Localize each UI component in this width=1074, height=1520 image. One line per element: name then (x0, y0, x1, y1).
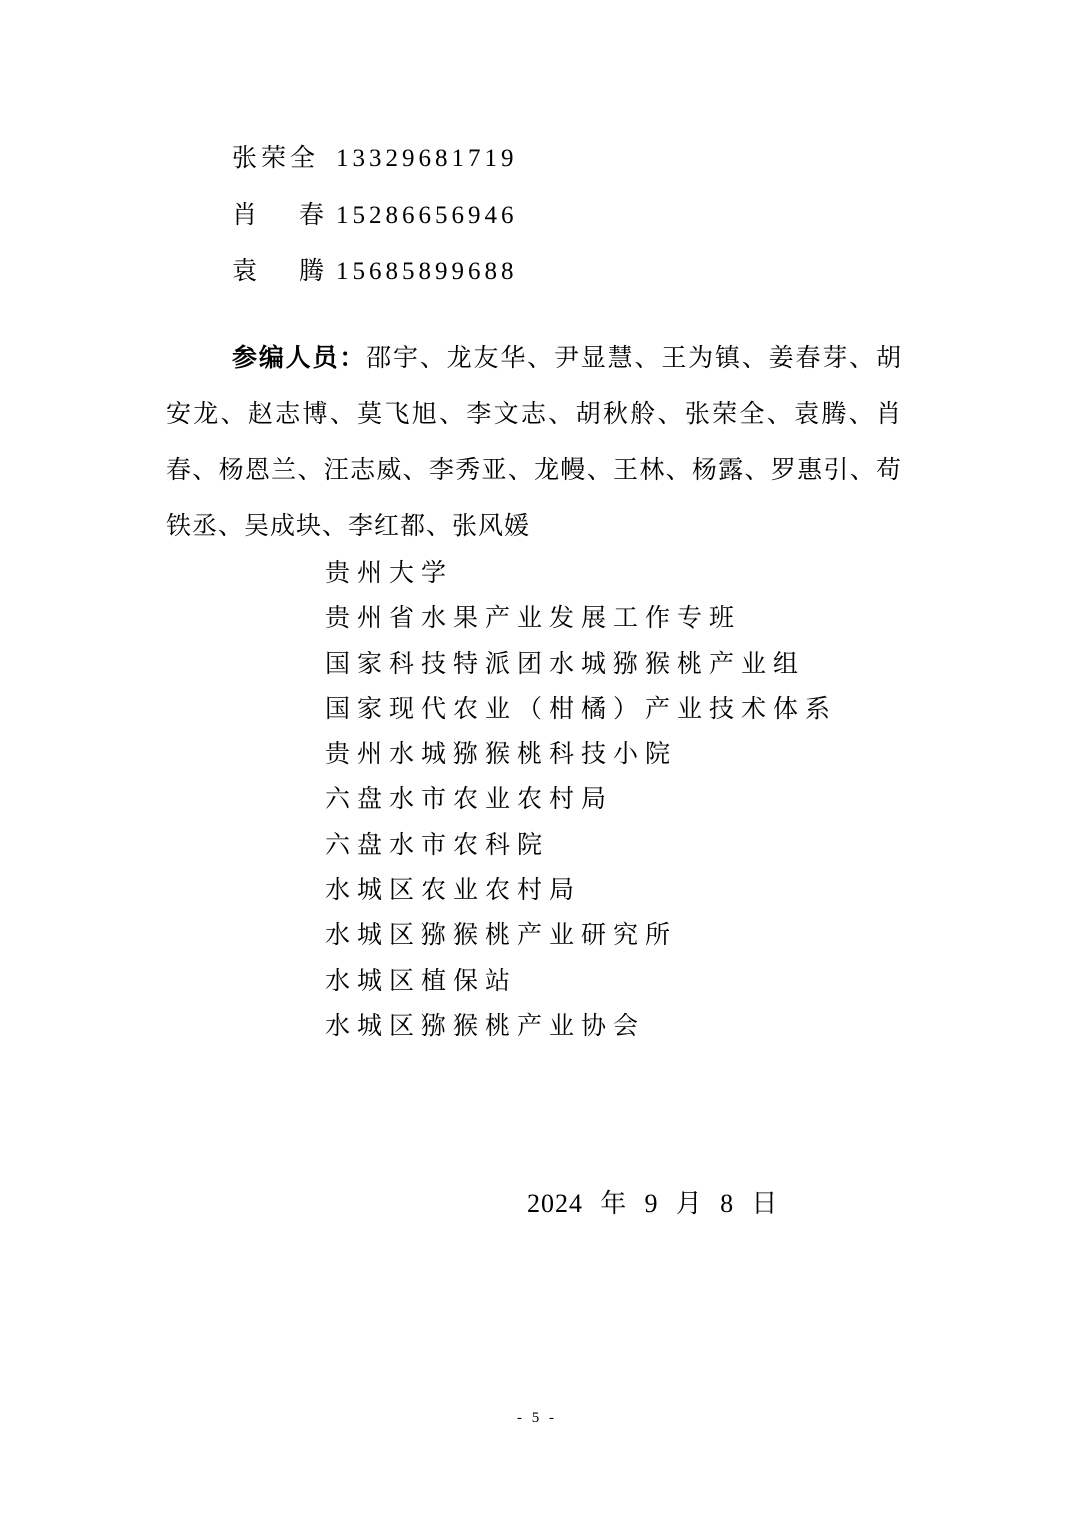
contact-name-char: 腾 (298, 256, 328, 285)
organization-item: 贵州大学 (325, 558, 454, 587)
editors-label: 参编人员： (232, 343, 367, 372)
organization-item: 水城区农业农村局 (325, 875, 582, 905)
date-year: 2024 (527, 1189, 583, 1218)
organization-item: 水城区植保站 (325, 965, 518, 995)
contact-name: 张荣全 (232, 143, 320, 172)
date-day-unit: 日 (751, 1189, 779, 1219)
contact-line (232, 255, 518, 288)
contact-name (232, 199, 328, 231)
contact-phone: 15286656946 (336, 202, 518, 229)
contact-name-char: 春 (298, 200, 328, 229)
organization-item: 贵州水城猕猴桃科技小院 (325, 739, 678, 769)
organization-item: 国家现代农业（柑橘）产业技术体系 (325, 693, 838, 723)
contact-line (232, 199, 518, 232)
editors-names: 邵宇、龙友华、尹显慧、王为镇、姜春芽、胡安龙、赵志博、莫飞旭、李文志、胡秋舲、张荣全、袁腾、肖春、杨恩兰、汪志威、李秀亚、龙幔、王林、杨露、罗惠引、苟铁丞、吴成块、李红都、张风媛 (166, 343, 902, 540)
organization-item: 水城区猕猴桃产业研究所 (325, 920, 678, 950)
contact-phone: 15685899688 (336, 258, 518, 285)
organization-item: 六盘水市农业农村局 (325, 784, 614, 814)
organization-item: 六盘水市农科院 (325, 829, 550, 859)
organization-item: 贵州省水果产业发展工作专班 (325, 603, 742, 633)
organization-list (325, 550, 837, 1048)
contact-phone: 13329681719 (336, 145, 518, 172)
page-number: - 5 - (517, 1410, 557, 1426)
date-year-unit: 年 (600, 1189, 628, 1219)
contact-line (232, 142, 518, 175)
organization-item: 国家科技特派团水城猕猴桃产业组 (325, 648, 806, 678)
date-month: 9 (644, 1189, 659, 1218)
contact-name-char: 袁 (232, 256, 262, 285)
document-date (527, 1186, 778, 1222)
date-day: 8 (720, 1189, 735, 1218)
contact-name-char: 肖 (232, 200, 262, 229)
date-month-unit: 月 (675, 1189, 703, 1219)
organization-item: 水城区猕猴桃产业协会 (325, 1010, 646, 1040)
editors-paragraph (166, 330, 902, 554)
contact-name (232, 255, 328, 287)
